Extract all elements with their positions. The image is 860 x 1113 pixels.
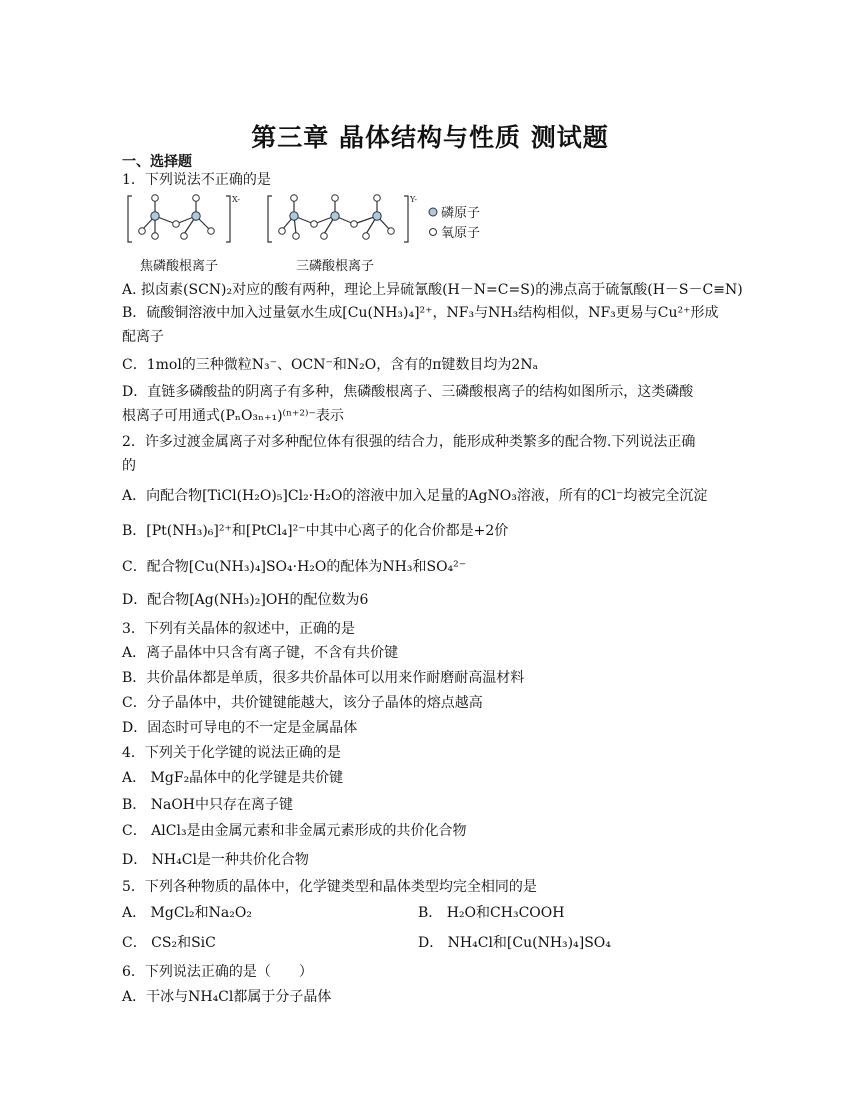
q2-option-c: C．配合物[Cu(NH₃)₄]SO₄·H₂O的配体为NH₃和SO₄²⁻ bbox=[122, 559, 467, 575]
q5-stem: 5．下列各种物质的晶体中，化学键类型和晶体类型均完全相同的是 bbox=[122, 879, 537, 895]
phosphate-structure-figure bbox=[122, 190, 522, 278]
page-title: 第三章 晶体结构与性质 测试题 bbox=[251, 123, 609, 152]
q2-option-b: B．[Pt(NH₃)₆]²⁺和[PtCl₄]²⁻中其中心离子的化合价都是+2价 bbox=[122, 523, 509, 539]
q1-option-a: A. 拟卤素(SCN)₂对应的酸有两种，理论上异硫氰酸(H－N=C=S)的沸点高于硫氰酸(H－S－C≡N) bbox=[122, 282, 743, 298]
q5-option-c: C． CS₂和SiC bbox=[122, 935, 216, 951]
q6-option-a: A．干冰与NH₄Cl都属于分子晶体 bbox=[122, 989, 332, 1005]
q2-option-a: A．向配合物[TiCl(H₂O)₅]Cl₂·H₂O的溶液中加入足量的AgNO₃溶液，所有的Cl⁻均被完全沉淀 bbox=[122, 488, 708, 504]
q4-option-c: C． AlCl₃是由金属元素和非金属元素形成的共价化合物 bbox=[122, 823, 467, 839]
triphosphate-atoms bbox=[279, 195, 395, 240]
q2-stem-line1: 2．许多过渡金属离子对多种配位体有很强的结合力，能形成种类繁多的配合物.下列说法正确 bbox=[122, 434, 696, 450]
pyrophosphate-structure bbox=[128, 196, 230, 242]
q5-option-a: A． MgCl₂和Na₂O₂ bbox=[122, 905, 252, 921]
q4-option-d: D． NH₄Cl是一种共价化合物 bbox=[122, 852, 309, 868]
legend-o-marker bbox=[430, 229, 437, 236]
caption-pyrophosphate: 焦磷酸根离子 bbox=[140, 259, 219, 274]
caption-triphosphate: 三磷酸根离子 bbox=[296, 259, 375, 274]
q3-stem: 3．下列有关晶体的叙述中，正确的是 bbox=[122, 621, 355, 637]
q4-stem: 4．下列关于化学键的说法正确的是 bbox=[122, 745, 341, 761]
charge-left: X- bbox=[232, 195, 241, 204]
q1-option-b-line2: 配离子 bbox=[122, 329, 164, 345]
q6-stem: 6．下列说法正确的是（ ） bbox=[122, 964, 313, 980]
q1-stem: 1．下列说法不正确的是 bbox=[122, 172, 271, 188]
legend-p-marker bbox=[429, 208, 437, 216]
legend-o-label: 氧原子 bbox=[441, 226, 481, 241]
q4-option-a: A． MgF₂晶体中的化学键是共价键 bbox=[122, 770, 344, 786]
q3-option-a: A．离子晶体中只含有离子键，不含有共价键 bbox=[122, 645, 399, 661]
q3-option-c: C．分子晶体中，共价键键能越大，该分子晶体的熔点越高 bbox=[122, 695, 483, 711]
pyrophosphate-atoms bbox=[139, 195, 215, 240]
q2-stem-line2: 的 bbox=[122, 458, 136, 474]
q3-option-b: B．共价晶体都是单质，很多共价晶体可以用来作耐磨耐高温材料 bbox=[122, 670, 525, 686]
charge-right: Y- bbox=[410, 195, 418, 204]
q5-option-b: B． H₂O和CH₃COOH bbox=[418, 905, 565, 921]
section-heading: 一、选择题 bbox=[122, 154, 192, 170]
q1-option-d-line2: 根离子可用通式(PₙO₃ₙ₊₁)⁽ⁿ⁺²⁾⁻表示 bbox=[122, 408, 344, 424]
q1-option-d-line1: D．直链多磷酸盐的阴离子有多种，焦磷酸根离子、三磷酸根离子的结构如图所示，这类磷酸 bbox=[122, 384, 694, 400]
q1-option-b-line1: B．硫酸铜溶液中加入过量氨水生成[Cu(NH₃)₄]²⁺，NF₃与NH₃结构相似，NF₃更易与Cu²⁺形成 bbox=[122, 305, 719, 321]
q5-option-d: D． NH₄Cl和[Cu(NH₃)₄]SO₄ bbox=[418, 935, 611, 951]
q2-option-d: D．配合物[Ag(NH₃)₂]OH的配位数为6 bbox=[122, 592, 369, 608]
q1-option-c: C．1mol的三种微粒N₃⁻、OCN⁻和N₂O，含有的π键数目均为2Nₐ bbox=[122, 357, 538, 373]
legend-p-label: 磷原子 bbox=[441, 206, 481, 221]
q3-option-d: D．固态时可导电的不一定是金属晶体 bbox=[122, 720, 358, 736]
q4-option-b: B． NaOH中只存在离子键 bbox=[122, 797, 294, 813]
